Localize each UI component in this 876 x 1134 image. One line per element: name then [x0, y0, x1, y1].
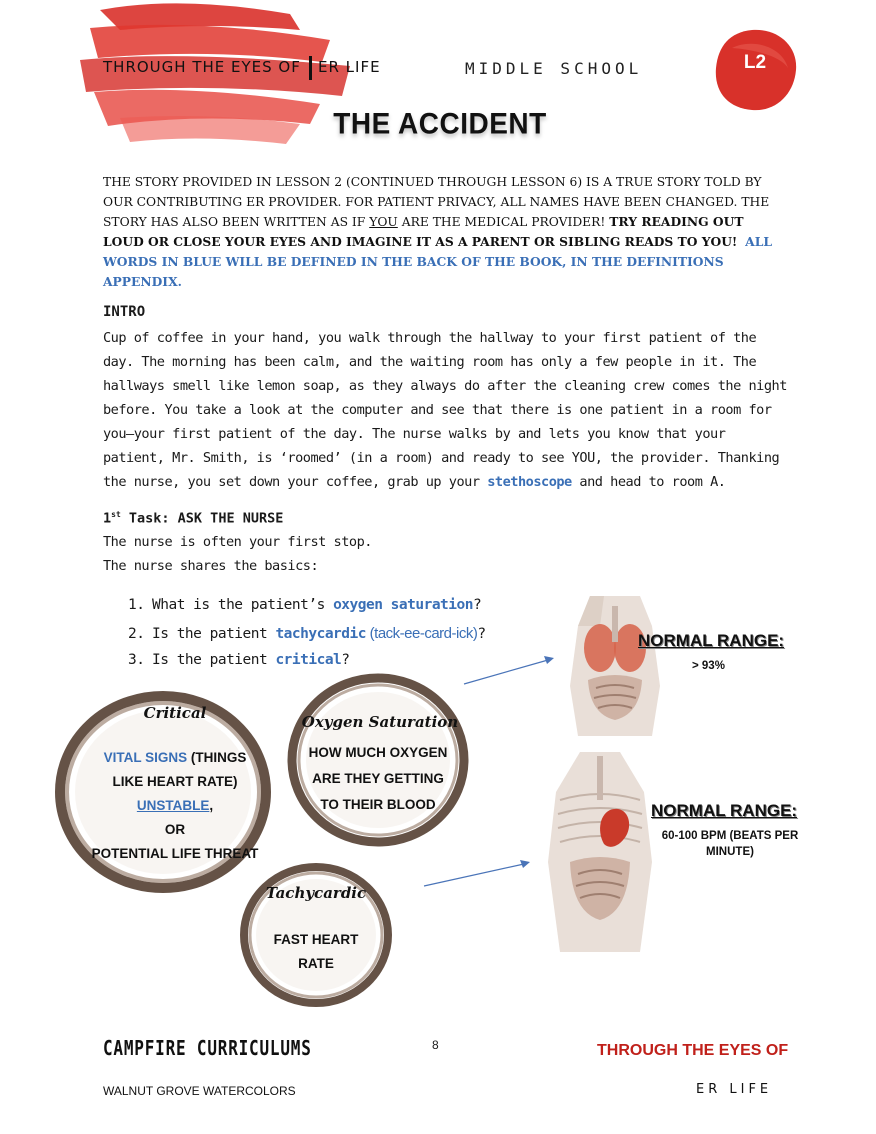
- intro-story: [103, 326, 793, 494]
- ring-critical-title: Critical: [143, 704, 207, 722]
- ring-critical-comma: ,: [209, 798, 214, 813]
- question-item: [128, 625, 486, 642]
- term-critical: critical: [275, 652, 342, 668]
- question-end: ?: [472, 597, 482, 613]
- ring-critical-body: [70, 746, 280, 866]
- torso-lungs-illustration: [560, 596, 670, 736]
- heart-normal-range-title: NORMAL RANGE:: [651, 801, 798, 820]
- ring-critical-line: POTENTIAL LIFE THREAT: [91, 846, 259, 861]
- question-text: What is the patient’s: [152, 597, 334, 613]
- task-suffix: st: [111, 510, 121, 519]
- footer-er-life: ER LIFE: [696, 1082, 773, 1097]
- intro-heading: INTRO: [103, 304, 146, 320]
- story-note-blue: ALL WORDS IN BLUE WILL BE DEFINED IN THE BACK OF THE BOOK, IN THE DEFINITIONS APPENDIX.: [103, 234, 773, 289]
- ring-tachy-title: Tachycardic: [265, 884, 367, 902]
- ring-tachy-body: [256, 928, 376, 976]
- arrow-to-heart: [420, 852, 536, 892]
- question-end: ?: [477, 626, 486, 642]
- intro-story-text: Cup of coffee in your hand, you walk through the hallway to your first patient of the day. The morning has been calm, and the waiting room has only a few people in it. The hallways smell like lemon soap, as they always do after the cleaning crew comes the night before. You take a look at the computer and see that there is one patient in a room for you—your first patient of the day. The nurse walks by and lets you know that your patient, Mr. Smith, is ‘roomed’ (in a room) and ready to see YOU, the provider. Thanking the nurse, you set down your coffee, grab up your: [103, 330, 787, 490]
- oxygen-normal-range-title: NORMAL RANGE:: [638, 631, 785, 650]
- footer-brand: CAMPFIRE CURRICULUMS: [103, 1036, 312, 1060]
- torso-heart-illustration: [540, 752, 660, 952]
- page-number: 8: [432, 1038, 439, 1052]
- question-number: 1.: [128, 597, 145, 613]
- task-line-1: The nurse is often your first stop.: [103, 534, 372, 550]
- question-item: [128, 652, 350, 668]
- ring-oxygen-line: TO THEIR BLOOD: [320, 797, 436, 812]
- heart-range-line-1: 60-100 BPM (BEATS PER: [661, 830, 799, 842]
- question-item: [128, 597, 481, 613]
- heart-range-line-2: MINUTE): [706, 846, 754, 858]
- ring-oxygen-line: HOW MUCH OXYGEN: [308, 745, 448, 760]
- term-stethoscope: stethoscope: [487, 474, 572, 490]
- ring-critical-line: LIKE HEART RATE): [112, 774, 238, 789]
- task-title: Task: ASK THE NURSE: [120, 510, 284, 527]
- term-tachycardic: tachycardic: [275, 626, 366, 642]
- ring-tachy-line: RATE: [298, 956, 334, 971]
- ring-oxygen-title: Oxygen Saturation: [301, 713, 459, 731]
- term-vital-signs: VITAL SIGNS: [103, 750, 188, 765]
- ring-critical-line: (THINGS: [187, 750, 247, 765]
- lesson-badge: L2: [743, 52, 767, 73]
- task-heading: [103, 510, 283, 527]
- arrow-to-lungs: [460, 650, 560, 690]
- ring-tachy-line: FAST HEART: [273, 932, 359, 947]
- question-number: 2.: [128, 626, 145, 642]
- story-note: [103, 172, 783, 292]
- ring-critical-line: OR: [164, 822, 186, 837]
- story-note-bold: TRY READING OUT LOUD OR CLOSE YOUR EYES AND IMAGINE IT AS A PARENT OR SIBLING READS TO YOU!: [103, 214, 744, 249]
- story-note-you: YOU: [369, 215, 398, 229]
- footer-credit: WALNUT GROVE WATERCOLORS: [103, 1084, 296, 1098]
- question-text: Is the patient: [152, 652, 276, 668]
- oxygen-normal-range-value: > 93%: [692, 660, 725, 672]
- header-subtitle: ER LIFE: [318, 58, 381, 76]
- intro-story-end: and head to room A.: [571, 474, 726, 490]
- question-number: 3.: [128, 652, 145, 668]
- term-oxygen-saturation: oxygen saturation: [333, 597, 473, 613]
- header-separator: [309, 56, 312, 80]
- ring-oxygen-body: [298, 740, 458, 818]
- question-end: ?: [341, 652, 350, 668]
- header-level: MIDDLE SCHOOL: [465, 59, 643, 78]
- story-note-text-2: ARE THE MEDICAL PROVIDER!: [397, 215, 610, 229]
- footer-series: THROUGH THE EYES OF: [597, 1042, 789, 1059]
- task-line-2: The nurse shares the basics:: [103, 558, 319, 574]
- heart-normal-range-value: [650, 830, 810, 858]
- question-text: Is the patient: [152, 626, 276, 642]
- task-number: 1: [103, 510, 112, 527]
- pronunciation: (tack-ee-card-ick): [365, 625, 478, 642]
- page-title: THE ACCIDENT: [333, 107, 547, 140]
- ring-oxygen-line: ARE THEY GETTING: [312, 771, 444, 786]
- term-unstable: UNSTABLE: [136, 798, 210, 813]
- header-title: THROUGH THE EYES OF: [103, 58, 301, 76]
- story-note-text: THE STORY PROVIDED IN LESSON 2 (CONTINUED THROUGH LESSON 6) IS A TRUE STORY TOLD BY OUR CONTRIBUTING ER PROVIDER. FOR PATIENT PRIVACY, ALL NAMES HAVE BEEN CHANGED. THE STORY HAS ALSO BEEN WRITTEN AS IF: [103, 175, 770, 229]
